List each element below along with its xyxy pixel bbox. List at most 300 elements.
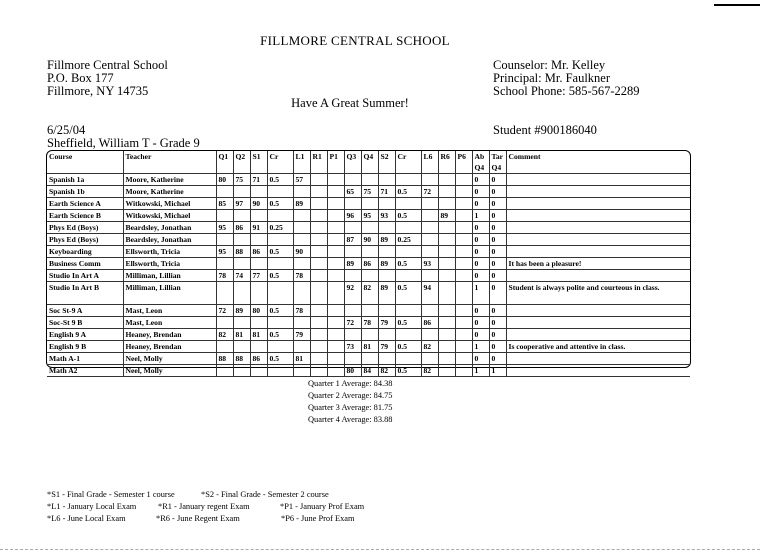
course-cell: Earth Science A <box>47 198 123 210</box>
grade-cell: 79 <box>378 341 395 353</box>
grade-cell <box>378 198 395 210</box>
grade-cell: 0 <box>489 222 506 234</box>
table-row <box>47 258 690 270</box>
teacher-cell: Moore, Katherine <box>123 186 216 198</box>
column-header: R1 <box>310 151 327 174</box>
grade-cell <box>327 258 344 270</box>
grade-cell: 88 <box>233 246 250 258</box>
grade-cell: 74 <box>233 270 250 282</box>
report-date: 6/25/04 <box>47 123 86 137</box>
school-address-1: P.O. Box 177 <box>47 71 114 85</box>
grade-cell <box>327 329 344 341</box>
table-row <box>47 222 690 234</box>
grade-cell: 0.5 <box>267 329 293 341</box>
grade-cell: 79 <box>378 317 395 329</box>
grade-cell <box>310 353 327 365</box>
grade-cell <box>267 210 293 222</box>
course-cell: English 9 B <box>47 341 123 353</box>
grade-cell: 82 <box>421 365 438 377</box>
table-row <box>47 210 690 222</box>
comment-cell: It has been a pleasure! <box>506 258 690 270</box>
grade-cell <box>216 210 233 222</box>
column-header: Course <box>47 151 123 174</box>
grade-cell <box>438 329 455 341</box>
grade-cell: 72 <box>344 317 361 329</box>
grade-cell: 1 <box>472 282 489 305</box>
grade-cell <box>455 222 472 234</box>
footnote-s1: *S1 - Final Grade - Semester 1 course <box>47 490 175 499</box>
grade-cell <box>455 317 472 329</box>
grade-cell <box>327 270 344 282</box>
grade-cell: 80 <box>250 305 267 317</box>
teacher-cell: Moore, Katherine <box>123 174 216 186</box>
grade-cell: 1 <box>489 365 506 377</box>
grade-cell: 95 <box>361 210 378 222</box>
grade-cell: 93 <box>378 210 395 222</box>
grade-cell: 0 <box>472 174 489 186</box>
grade-cell <box>378 222 395 234</box>
grade-cell <box>361 270 378 282</box>
grade-cell: 95 <box>216 246 233 258</box>
grade-cell: 73 <box>344 341 361 353</box>
grades-table <box>47 151 690 377</box>
grade-cell: 0 <box>489 329 506 341</box>
table-header-row <box>47 151 690 174</box>
grade-cell: 0 <box>489 198 506 210</box>
grade-cell <box>233 282 250 305</box>
teacher-cell: Witkowski, Michael <box>123 198 216 210</box>
grade-cell <box>293 341 310 353</box>
grade-cell <box>267 282 293 305</box>
grade-cell: 86 <box>250 353 267 365</box>
column-header: L6 <box>421 151 438 174</box>
comment-cell: Is cooperative and attentive in class. <box>506 341 690 353</box>
grade-cell: 96 <box>344 210 361 222</box>
grade-cell: 88 <box>216 353 233 365</box>
grade-cell <box>438 258 455 270</box>
comment-cell <box>506 246 690 258</box>
grade-cell <box>233 365 250 377</box>
grade-cell: 57 <box>293 174 310 186</box>
grade-cell <box>267 317 293 329</box>
comment-cell <box>506 305 690 317</box>
grade-cell: 0 <box>472 317 489 329</box>
grade-cell <box>344 305 361 317</box>
course-cell: Keyboarding <box>47 246 123 258</box>
course-cell: English 9 A <box>47 329 123 341</box>
quarter-1-average: Quarter 1 Average: 84.38 <box>308 379 393 388</box>
grade-cell <box>395 222 421 234</box>
grade-cell <box>216 258 233 270</box>
grade-cell <box>233 234 250 246</box>
table-row <box>47 341 690 353</box>
grade-cell <box>327 174 344 186</box>
student-id: Student #900186040 <box>493 123 597 137</box>
grade-cell: 0.5 <box>395 341 421 353</box>
grade-cell <box>310 270 327 282</box>
grade-cell <box>216 317 233 329</box>
grade-cell <box>378 305 395 317</box>
grade-cell <box>267 186 293 198</box>
course-cell: Soc-St 9 B <box>47 317 123 329</box>
grade-cell <box>216 186 233 198</box>
teacher-cell: Neel, Molly <box>123 353 216 365</box>
grade-cell <box>310 198 327 210</box>
grade-cell: 0.5 <box>267 198 293 210</box>
grade-cell: 81 <box>293 353 310 365</box>
grade-cell <box>421 174 438 186</box>
grade-cell: 0 <box>489 305 506 317</box>
grade-cell <box>293 258 310 270</box>
grade-cell <box>395 353 421 365</box>
page-bottom-rule <box>0 549 760 550</box>
course-cell: Business Comm <box>47 258 123 270</box>
grade-cell: 65 <box>344 186 361 198</box>
footnote-p6: *P6 - June Prof Exam <box>281 514 355 523</box>
grade-cell <box>250 234 267 246</box>
grade-cell: 0 <box>489 246 506 258</box>
grade-cell <box>455 186 472 198</box>
grade-cell <box>395 174 421 186</box>
quarter-3-average: Quarter 3 Average: 81.75 <box>308 402 393 412</box>
grade-cell: 0.5 <box>267 270 293 282</box>
grade-cell: 97 <box>233 198 250 210</box>
grade-cell <box>395 270 421 282</box>
grade-cell: 89 <box>438 210 455 222</box>
grade-cell <box>293 210 310 222</box>
grade-cell <box>267 341 293 353</box>
column-header: Q1 <box>216 151 233 174</box>
column-header: Tar Q4 <box>489 151 506 174</box>
grade-cell <box>438 282 455 305</box>
comment-cell <box>506 198 690 210</box>
grade-cell: 0 <box>489 317 506 329</box>
footnote-r1: *R1 - January regent Exam <box>158 502 250 511</box>
grade-cell <box>310 174 327 186</box>
grade-cell: 86 <box>421 317 438 329</box>
grade-cell <box>421 198 438 210</box>
grade-cell: 89 <box>344 258 361 270</box>
grade-cell: 0.5 <box>395 317 421 329</box>
school-address-2: Fillmore, NY 14735 <box>47 84 149 98</box>
grade-cell <box>455 174 472 186</box>
grade-cell: 87 <box>344 234 361 246</box>
comment-cell <box>506 174 690 186</box>
grade-cell <box>378 246 395 258</box>
course-cell: Math A-1 <box>47 353 123 365</box>
grade-cell: 80 <box>344 365 361 377</box>
grade-cell: 0 <box>489 210 506 222</box>
grade-cell <box>378 174 395 186</box>
table-row <box>47 234 690 246</box>
principal: Principal: Mr. Faulkner <box>493 71 610 85</box>
grade-cell: 78 <box>293 270 310 282</box>
grade-cell <box>233 258 250 270</box>
grade-cell: 0.5 <box>267 305 293 317</box>
teacher-cell: Milliman, Lillian <box>123 270 216 282</box>
motto: Have A Great Summer! <box>291 96 409 110</box>
grade-cell <box>233 186 250 198</box>
grade-cell: 0.5 <box>395 210 421 222</box>
grade-cell <box>310 305 327 317</box>
grade-cell <box>438 174 455 186</box>
grade-cell <box>438 353 455 365</box>
grade-cell: 89 <box>378 282 395 305</box>
grade-cell: 90 <box>293 246 310 258</box>
grade-cell: 0 <box>472 246 489 258</box>
grade-cell: 84 <box>361 365 378 377</box>
grade-cell: 1 <box>472 210 489 222</box>
grade-cell <box>310 234 327 246</box>
teacher-cell: Ellsworth, Tricia <box>123 258 216 270</box>
grade-cell <box>267 365 293 377</box>
grade-cell: 0 <box>489 258 506 270</box>
teacher-cell: Witkowski, Michael <box>123 210 216 222</box>
grade-cell: 71 <box>378 186 395 198</box>
grade-cell <box>250 186 267 198</box>
grade-cell: 82 <box>378 365 395 377</box>
course-cell: Studio In Art A <box>47 270 123 282</box>
table-row <box>47 174 690 186</box>
grade-cell: 0 <box>472 353 489 365</box>
grade-cell <box>310 341 327 353</box>
comment-cell <box>506 365 690 377</box>
grade-cell <box>455 365 472 377</box>
grade-cell <box>310 258 327 270</box>
grade-cell <box>310 222 327 234</box>
grade-cell <box>344 198 361 210</box>
quarter-4-average: Quarter 4 Average: 83.88 <box>308 414 393 424</box>
grade-cell <box>250 317 267 329</box>
grade-cell <box>438 317 455 329</box>
grade-cell <box>438 365 455 377</box>
footnote-l6: *L6 - June Local Exam <box>47 514 126 523</box>
teacher-cell: Milliman, Lillian <box>123 282 216 305</box>
grade-cell <box>421 329 438 341</box>
grade-cell: 0.5 <box>395 365 421 377</box>
quarter-2-average: Quarter 2 Average: 84.75 <box>308 390 393 400</box>
grade-cell <box>438 246 455 258</box>
grade-cell <box>327 282 344 305</box>
grade-cell: 79 <box>293 329 310 341</box>
grade-cell <box>327 353 344 365</box>
table-row <box>47 246 690 258</box>
grade-cell: 82 <box>216 329 233 341</box>
grade-cell <box>216 234 233 246</box>
course-cell: Math A2 <box>47 365 123 377</box>
grade-cell: 0.5 <box>395 282 421 305</box>
grade-cell <box>455 353 472 365</box>
grade-cell: 0 <box>489 270 506 282</box>
teacher-cell: Ellsworth, Tricia <box>123 246 216 258</box>
grade-cell: 91 <box>250 222 267 234</box>
course-cell: Soc St-9 A <box>47 305 123 317</box>
column-header: Q4 <box>361 151 378 174</box>
grade-cell <box>378 329 395 341</box>
footnote-r6: *R6 - June Regent Exam <box>156 514 240 523</box>
grade-cell <box>310 210 327 222</box>
footnote-p1: *P1 - January Prof Exam <box>280 502 365 511</box>
grade-cell <box>455 258 472 270</box>
grade-cell <box>233 210 250 222</box>
footnote-s2: *S2 - Final Grade - Semester 2 course <box>201 490 329 499</box>
table-row <box>47 365 690 377</box>
grade-cell: 82 <box>361 282 378 305</box>
grade-cell <box>455 234 472 246</box>
quarter-averages <box>308 378 393 426</box>
grade-cell <box>421 210 438 222</box>
grade-cell: 75 <box>361 186 378 198</box>
grade-cell <box>438 222 455 234</box>
grade-cell: 82 <box>421 341 438 353</box>
grade-cell <box>455 329 472 341</box>
school-name: Fillmore Central School <box>47 58 168 72</box>
course-cell: Spanish 1a <box>47 174 123 186</box>
column-header: P1 <box>327 151 344 174</box>
grade-cell <box>378 353 395 365</box>
table-row <box>47 270 690 282</box>
grade-cell <box>310 282 327 305</box>
grade-cell <box>344 174 361 186</box>
teacher-cell: Mast, Leon <box>123 317 216 329</box>
grade-cell <box>344 270 361 282</box>
grade-cell: 95 <box>216 222 233 234</box>
grade-cell <box>310 329 327 341</box>
page-title: FILLMORE CENTRAL SCHOOL <box>260 33 450 48</box>
grade-cell: 1 <box>472 341 489 353</box>
grade-cell: 0 <box>472 258 489 270</box>
grade-cell: 78 <box>216 270 233 282</box>
column-header: Cr <box>395 151 421 174</box>
grade-cell <box>250 258 267 270</box>
comment-cell <box>506 222 690 234</box>
grade-cell: 86 <box>233 222 250 234</box>
grade-cell <box>327 186 344 198</box>
grade-cell: 0.5 <box>267 174 293 186</box>
grade-cell: 86 <box>361 258 378 270</box>
grade-cell <box>216 282 233 305</box>
grade-cell <box>361 174 378 186</box>
grade-cell <box>327 210 344 222</box>
column-header: Teacher <box>123 151 216 174</box>
grade-cell: 80 <box>216 174 233 186</box>
grade-cell: 0 <box>472 305 489 317</box>
grade-cell <box>395 329 421 341</box>
column-header: Ab Q4 <box>472 151 489 174</box>
grade-cell <box>344 329 361 341</box>
course-cell: Phys Ed (Boys) <box>47 234 123 246</box>
grade-cell: 85 <box>216 198 233 210</box>
grade-cell <box>233 317 250 329</box>
grade-cell: 89 <box>233 305 250 317</box>
school-phone: School Phone: 585-567-2289 <box>493 84 640 98</box>
grade-cell <box>233 341 250 353</box>
comment-cell <box>506 329 690 341</box>
grade-cell: 81 <box>233 329 250 341</box>
grade-cell <box>327 341 344 353</box>
grade-cell: 71 <box>250 174 267 186</box>
table-body <box>47 174 690 377</box>
teacher-cell: Beardsley, Jonathan <box>123 234 216 246</box>
grades-table-frame <box>46 150 691 375</box>
grade-cell <box>395 198 421 210</box>
grade-cell <box>438 341 455 353</box>
grade-cell <box>421 222 438 234</box>
teacher-cell: Beardsley, Jonathan <box>123 222 216 234</box>
grade-cell <box>310 317 327 329</box>
comment-cell <box>506 234 690 246</box>
grade-cell: 78 <box>293 305 310 317</box>
grade-cell: 0.5 <box>267 353 293 365</box>
footnote-l1: *L1 - January Local Exam <box>47 502 137 511</box>
grade-cell <box>327 198 344 210</box>
grade-cell <box>421 246 438 258</box>
grade-cell <box>267 258 293 270</box>
grade-cell: 0.25 <box>395 234 421 246</box>
column-header: R6 <box>438 151 455 174</box>
column-header: Comment <box>506 151 690 174</box>
grade-cell <box>327 246 344 258</box>
comment-cell <box>506 186 690 198</box>
grade-cell <box>421 270 438 282</box>
grade-cell: 0.5 <box>395 186 421 198</box>
grade-cell: 0 <box>489 174 506 186</box>
grade-cell <box>455 270 472 282</box>
comment-cell: Student is always polite and courteous in class. <box>506 282 690 305</box>
grade-cell: 90 <box>361 234 378 246</box>
grade-cell <box>293 365 310 377</box>
grade-cell <box>293 282 310 305</box>
grade-cell: 0 <box>489 353 506 365</box>
grade-cell <box>216 365 233 377</box>
teacher-cell: Mast, Leon <box>123 305 216 317</box>
teacher-cell: Heaney, Brendan <box>123 329 216 341</box>
column-header: Q2 <box>233 151 250 174</box>
table-row <box>47 317 690 329</box>
grade-cell <box>361 329 378 341</box>
grade-cell <box>327 222 344 234</box>
grade-cell <box>361 305 378 317</box>
table-row <box>47 198 690 210</box>
grade-cell: 0 <box>472 222 489 234</box>
grade-cell <box>216 341 233 353</box>
grade-cell <box>327 305 344 317</box>
grade-cell <box>310 246 327 258</box>
grade-cell <box>250 341 267 353</box>
grade-cell <box>455 246 472 258</box>
grade-cell <box>421 305 438 317</box>
grade-cell: 0.25 <box>267 222 293 234</box>
grade-cell: 0 <box>489 186 506 198</box>
grade-cell <box>250 365 267 377</box>
grade-cell <box>310 365 327 377</box>
grade-cell: 77 <box>250 270 267 282</box>
column-header: Q3 <box>344 151 361 174</box>
grade-cell <box>327 317 344 329</box>
grade-cell <box>455 341 472 353</box>
grade-cell <box>344 222 361 234</box>
grade-cell <box>455 210 472 222</box>
comment-cell <box>506 317 690 329</box>
grade-cell: 81 <box>250 329 267 341</box>
grade-cell <box>344 353 361 365</box>
comment-cell <box>506 270 690 282</box>
grade-cell <box>293 222 310 234</box>
grade-cell: 92 <box>344 282 361 305</box>
column-header: P6 <box>455 151 472 174</box>
table-row <box>47 282 690 305</box>
grade-cell: 88 <box>233 353 250 365</box>
